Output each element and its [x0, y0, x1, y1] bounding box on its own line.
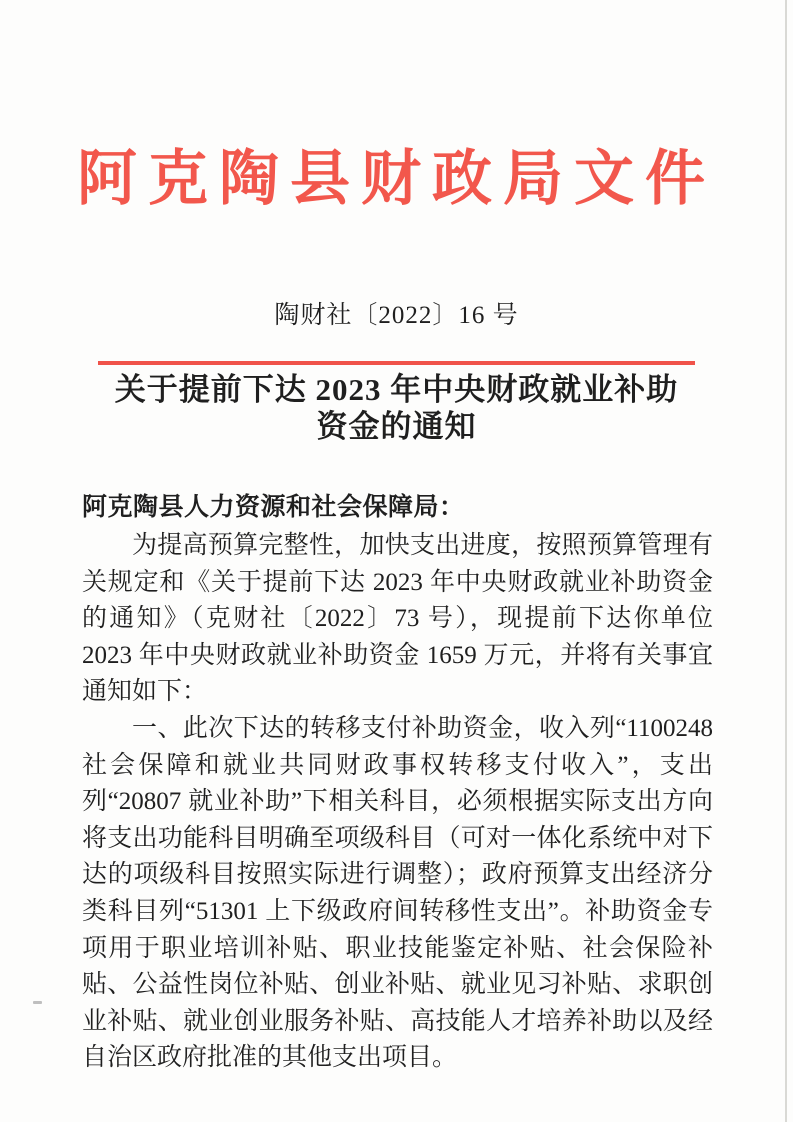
body-paragraph-1: 为提高预算完整性，加快支出进度，按照预算管理有关规定和《关于提前下达 2023 年中央财政就业补助资金的通知》（克财社〔2022〕73 号），现提前下达你单位 2023 年中央财政就业补助资金 1659 万元，并将有关事宜通知如下： — [82, 532, 713, 706]
body-paragraph-2: 一、此次下达的转移支付补助资金，收入列“1100248 社会保障和就业共同财政事权转移支付收入”，支出列“20807 就业补助”下相关科目，必须根据实际支出方向将支出功能科目明确至项级科目（可对一体化系统中对下达的项级科目按照实际进行调整）；政府预算支出经济分类科目列“51301 上下级政府间转移性支出”。补助资金专项用于职业培训补贴、职业技能鉴定补贴、社会保险补贴、公益性岗位补贴、创业补贴、就业见习补贴、求职创业补贴、就业创业服务补贴、高技能人才培养补助以及经自治区政府批准的其他支出项目。 — [82, 714, 713, 1072]
document-body — [82, 528, 713, 1077]
scan-artifact-mark — [33, 1001, 42, 1004]
document-title — [0, 371, 793, 445]
page-edge-shadow — [785, 0, 787, 1122]
document-title-line1: 关于提前下达 2023 年中央财政就业补助 — [114, 372, 679, 407]
red-divider-line — [98, 361, 695, 365]
document-title-line2: 资金的通知 — [316, 409, 477, 444]
agency-banner-title: 阿克陶县财政局文件 — [77, 146, 716, 212]
doc-number: 陶财社〔2022〕16 号 — [274, 302, 519, 329]
recipient-line: 阿克陶县人力资源和社会保障局： — [82, 493, 465, 521]
